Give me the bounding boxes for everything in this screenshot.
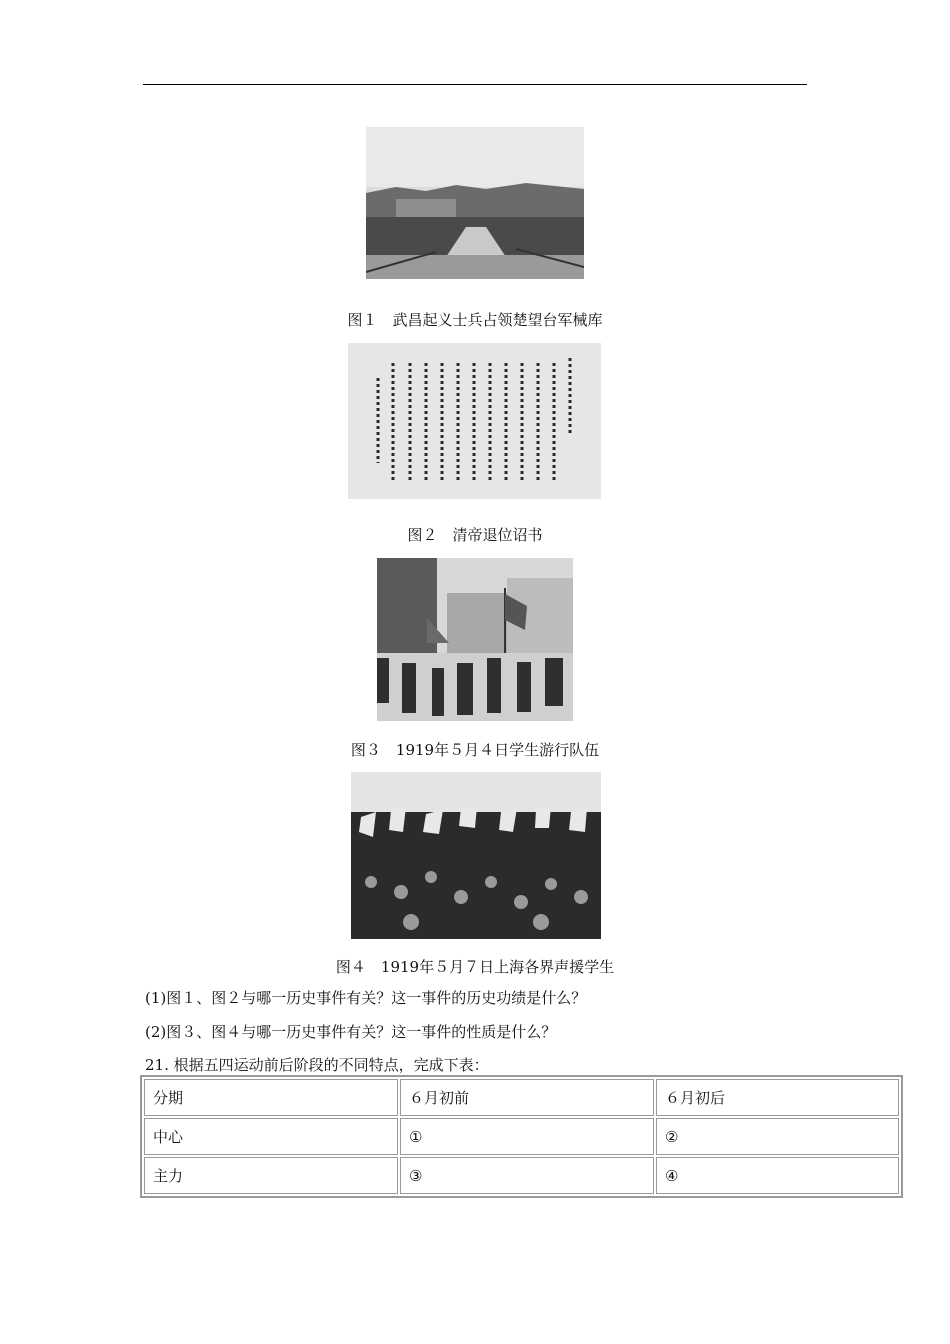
table-cell: ① (400, 1118, 654, 1155)
table-cell: ③ (400, 1157, 654, 1194)
question-1: (1)图１、图２与哪一历史事件有关？这一事件的历史功绩是什么？ (145, 989, 587, 1007)
table-row (144, 1157, 899, 1194)
table-cell: ② (656, 1118, 899, 1155)
may-fourth-stages-table (140, 1075, 903, 1198)
figure-2-caption: 图２ 清帝退位诏书 (407, 526, 543, 544)
question-21: 21. 根据五四运动前后阶段的不同特点，完成下表： (145, 1056, 489, 1074)
table-cell: 主力 (144, 1157, 398, 1194)
table-cell: 中心 (144, 1118, 398, 1155)
shanghai-support-photo (351, 772, 601, 939)
table-row (144, 1079, 899, 1116)
question-2: (2)图３、图４与哪一历史事件有关？这一事件的性质是什么？ (145, 1023, 557, 1041)
table-cell: ６月初前 (400, 1079, 654, 1116)
wuchang-uprising-photo (366, 127, 584, 279)
header-rule (143, 84, 807, 85)
abdication-edict-image (348, 343, 601, 499)
table-cell: 分期 (144, 1079, 398, 1116)
table-cell: ④ (656, 1157, 899, 1194)
table-row (144, 1118, 899, 1155)
figure-1-caption: 图１ 武昌起义士兵占领楚望台军械库 (347, 311, 603, 329)
table-cell: ６月初后 (656, 1079, 899, 1116)
may-fourth-march-photo (377, 558, 573, 721)
figure-3-caption: 图３ 1919年５月４日学生游行队伍 (350, 741, 600, 759)
figure-4-caption: 图４ 1919年５月７日上海各界声援学生 (335, 958, 615, 976)
